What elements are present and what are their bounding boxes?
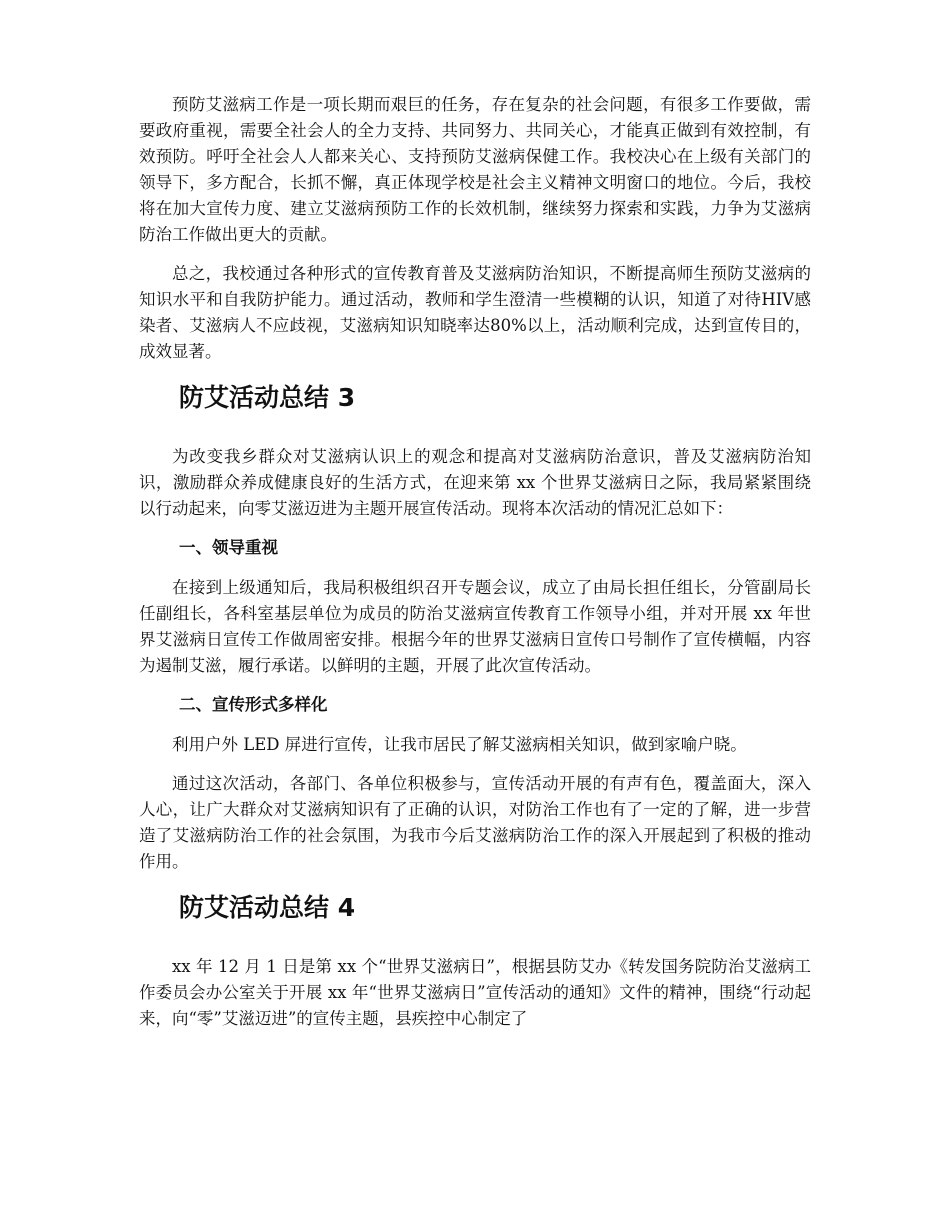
paragraph-led-screen: 利用户外 LED 屏进行宣传，让我市居民了解艾滋病相关知识，做到家喻户晓。 bbox=[172, 735, 747, 754]
document-page bbox=[139, 92, 811, 1045]
paragraph-summary-conclusion: 总之，我校通过各种形式的宣传教育普及艾滋病防治知识，不断提高师生预防艾滋病的知识水平和自我防护能力。通过活动，教师和学生澄清一些模糊的认识，知道了对待HIV感染者、艾滋病人不应歧视，艾滋病知识知晓率达80%以上，活动顺利完成，达到宣传目的，成效显著。 bbox=[139, 264, 811, 361]
section-heading-3: 防艾活动总结 3 bbox=[179, 383, 356, 412]
paragraph-activity-result: 通过这次活动，各部门、各单位积极参与，宣传活动开展的有声有色，覆盖面大，深入人心，让广大群众对艾滋病知识有了正确的认识，对防治工作也有了一定的了解，进一步营造了艾滋病防治工作的社会氛围，为我市今后艾滋病防治工作的深入开展起到了积极的推动作用。 bbox=[139, 774, 811, 871]
paragraph-section3-intro: 为改变我乡群众对艾滋病认识上的观念和提高对艾滋病防治意识，普及艾滋病防治知识，激励群众养成健康良好的生活方式，在迎来第 xx 个世界艾滋病日之际，我局紧紧围绕以行动起来，向零艾滋迈进为主题开展宣传活动。现将本次活动的情况汇总如下： bbox=[139, 447, 811, 518]
subheading-publicity-forms: 二、宣传形式多样化 bbox=[179, 695, 328, 714]
section-heading-4: 防艾活动总结 4 bbox=[179, 893, 356, 922]
subheading-leadership: 一、领导重视 bbox=[179, 538, 278, 557]
paragraph-section4-intro: xx 年 12 月 1 日是第 xx 个“世界艾滋病日”，根据县防艾办《转发国务院防治艾滋病工作委员会办公室关于开展 xx 年“世界艾滋病日”宣传活动的通知》文件的精神，围绕“行动起来，向“零”艾滋迈进”的宣传主题，县疾控中心制定了 bbox=[139, 957, 811, 1028]
paragraph-leadership: 在接到上级通知后，我局积极组织召开专题会议，成立了由局长担任组长，分管副局长任副组长，各科室基层单位为成员的防治艾滋病宣传教育工作领导小组，并对开展 xx 年世界艾滋病日宣传工作做周密安排。根据今年的世界艾滋病日宣传口号制作了宣传横幅，内容为遏制艾滋，履行承诺。以鲜明的主题，开展了此次宣传活动。 bbox=[139, 578, 811, 675]
paragraph-summary-intro: 预防艾滋病工作是一项长期而艰巨的任务，存在复杂的社会问题，有很多工作要做，需要政府重视，需要全社会人的全力支持、共同努力、共同关心，才能真正做到有效控制，有效预防。呼吁全社会人人都来关心、支持预防艾滋病保健工作。我校决心在上级有关部门的领导下，多方配合，长抓不懈，真正体现学校是社会主义精神文明窗口的地位。今后，我校将在加大宣传力度、建立艾滋病预防工作的长效机制，继续努力探索和实践，力争为艾滋病防治工作做出更大的贡献。 bbox=[139, 95, 811, 244]
